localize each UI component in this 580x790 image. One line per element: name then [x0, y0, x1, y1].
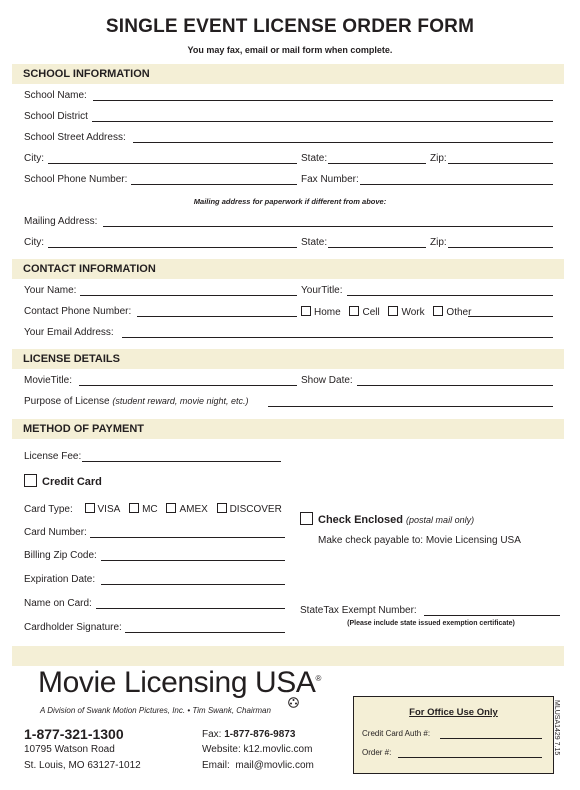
school-heading: SCHOOL INFORMATION [23, 68, 150, 80]
city-field[interactable] [48, 163, 297, 164]
contact-section-header [12, 259, 564, 279]
check-checkbox[interactable] [300, 512, 313, 525]
address-line-1: 10795 Watson Road [24, 744, 115, 755]
check-option[interactable] [300, 512, 474, 526]
visa-label: VISA [97, 504, 121, 515]
email-label: Your Email Address: [24, 327, 114, 338]
fax-line [202, 729, 295, 740]
card-type-row [24, 503, 288, 515]
mailing-city-field[interactable] [48, 247, 297, 248]
contact-phone-field[interactable] [137, 316, 297, 317]
mailing-state-label: State: [301, 237, 328, 248]
discover-label: DISCOVER [229, 504, 282, 515]
state-field[interactable] [328, 163, 426, 164]
amex-option[interactable] [166, 503, 207, 515]
state-label: State: [301, 153, 328, 164]
home-checkbox[interactable] [301, 306, 311, 316]
expiration-label: Expiration Date: [24, 574, 96, 585]
credit-card-label: Credit Card [42, 476, 102, 488]
mailing-zip-field[interactable] [448, 247, 553, 248]
company-tagline: A Division of Swank Motion Pictures, Inc. • Tim Swank, Chairman [40, 706, 271, 715]
amex-label: AMEX [179, 504, 208, 515]
company-logo [38, 666, 321, 700]
other-option[interactable] [433, 306, 471, 318]
name-on-card-label: Name on Card: [24, 598, 92, 609]
home-label: Home [314, 307, 341, 318]
office-use-box [353, 696, 554, 774]
mailing-city-label: City: [24, 237, 44, 248]
visa-option[interactable] [85, 503, 121, 515]
email-link[interactable]: mail@movlic.com [235, 760, 314, 771]
payment-section-header [12, 419, 564, 439]
signature-field[interactable] [125, 632, 285, 633]
tax-exempt-label: StateTax Exempt Number: [300, 605, 417, 616]
card-number-label: Card Number: [24, 527, 87, 538]
purpose-field[interactable] [268, 406, 553, 407]
school-phone-field[interactable] [131, 184, 297, 185]
logo-text: Movie Licensing USA [38, 666, 316, 699]
credit-card-checkbox[interactable] [24, 474, 37, 487]
fax-label: Fax: [202, 729, 222, 740]
your-title-label: YourTitle: [301, 285, 343, 296]
check-hint: (postal mail only) [406, 515, 475, 525]
zip-label: Zip: [430, 153, 447, 164]
mailing-zip-label: Zip: [430, 237, 447, 248]
billing-zip-label: Billing Zip Code: [24, 550, 97, 561]
registered-mark: ® [315, 674, 322, 683]
cell-label: Cell [362, 307, 380, 318]
amex-checkbox[interactable] [166, 503, 176, 513]
email-field[interactable] [122, 337, 553, 338]
contact-heading: CONTACT INFORMATION [23, 263, 156, 275]
auth-field[interactable] [440, 738, 542, 739]
other-phone-field[interactable] [468, 316, 553, 317]
card-number-field[interactable] [90, 537, 285, 538]
address-line-2: St. Louis, MO 63127-1012 [24, 760, 141, 771]
signature-label: Cardholder Signature: [24, 622, 122, 633]
other-checkbox[interactable] [433, 306, 443, 316]
tax-note: (Please include state issued exemption certificate) [347, 620, 515, 627]
school-district-field[interactable] [92, 121, 553, 122]
mailing-state-field[interactable] [328, 247, 426, 248]
order-field[interactable] [398, 757, 542, 758]
work-option[interactable] [388, 306, 424, 318]
zip-field[interactable] [448, 163, 553, 164]
cell-checkbox[interactable] [349, 306, 359, 316]
show-date-field[interactable] [357, 385, 553, 386]
check-label: Check Enclosed [318, 514, 403, 526]
mailing-address-label: Mailing Address: [24, 216, 98, 227]
form-title: SINGLE EVENT LICENSE ORDER FORM [105, 16, 475, 37]
website-line [202, 744, 312, 755]
expiration-field[interactable] [101, 584, 285, 585]
license-section-header [12, 349, 564, 369]
fax-number-field[interactable] [360, 184, 553, 185]
visa-checkbox[interactable] [85, 503, 95, 513]
mailing-address-field[interactable] [103, 226, 553, 227]
billing-zip-field[interactable] [101, 560, 285, 561]
form-subtitle: You may fax, email or mail form when complete. [187, 45, 393, 55]
mc-option[interactable] [129, 503, 158, 515]
street-address-label: School Street Address: [24, 132, 126, 143]
office-heading: For Office Use Only [409, 707, 498, 718]
fax-value: 1-877-876-9873 [224, 729, 296, 740]
street-address-field[interactable] [133, 142, 553, 143]
mc-label: MC [142, 504, 158, 515]
auth-label: Credit Card Auth #: [362, 729, 431, 738]
discover-option[interactable] [217, 503, 282, 515]
movie-title-field[interactable] [79, 385, 297, 386]
discover-checkbox[interactable] [217, 503, 227, 513]
work-checkbox[interactable] [388, 306, 398, 316]
your-name-label: Your Name: [24, 285, 77, 296]
your-name-field[interactable] [80, 295, 297, 296]
payable-note: Make check payable to: Movie Licensing USA [318, 535, 521, 546]
license-heading: LICENSE DETAILS [23, 353, 120, 365]
movie-title-label: MovieTitle: [24, 375, 72, 386]
phone-type-options [301, 306, 477, 318]
work-label: Work [401, 307, 425, 318]
other-label: Other [446, 307, 472, 318]
city-label: City: [24, 153, 44, 164]
form-code: MLUSA1429 7.15 [553, 700, 560, 756]
payment-heading: METHOD OF PAYMENT [23, 423, 145, 435]
mailing-note: Mailing address for paperwork if different from above: [193, 197, 387, 206]
your-title-field[interactable] [347, 295, 553, 296]
reel-icon [288, 695, 299, 713]
credit-card-option[interactable] [24, 474, 102, 488]
purpose-text: Purpose of License [24, 396, 110, 407]
fax-number-label: Fax Number: [301, 174, 359, 185]
card-type-label: Card Type: [24, 504, 73, 515]
show-date-label: Show Date: [301, 375, 353, 386]
company-email-label: Email: [202, 760, 230, 771]
tax-exempt-field[interactable] [424, 615, 560, 616]
school-name-label: School Name: [24, 90, 87, 101]
school-district-label: School District [24, 111, 88, 122]
purpose-label [24, 396, 248, 407]
website-link[interactable]: k12.movlic.com [243, 744, 313, 755]
license-fee-label: License Fee: [24, 451, 82, 462]
purpose-hint: (student reward, movie night, etc.) [112, 396, 249, 406]
school-phone-label: School Phone Number: [24, 174, 128, 185]
name-on-card-field[interactable] [96, 608, 285, 609]
home-option[interactable] [301, 306, 341, 318]
cell-option[interactable] [349, 306, 379, 318]
company-phone: 1-877-321-1300 [24, 726, 124, 742]
school-section-header [12, 64, 564, 84]
email-line [202, 760, 314, 771]
mc-checkbox[interactable] [129, 503, 139, 513]
license-fee-field[interactable] [82, 461, 281, 462]
website-label: Website: [202, 744, 241, 755]
order-label: Order #: [362, 748, 392, 757]
footer-band [12, 646, 564, 666]
contact-phone-label: Contact Phone Number: [24, 306, 132, 317]
school-name-field[interactable] [93, 100, 553, 101]
